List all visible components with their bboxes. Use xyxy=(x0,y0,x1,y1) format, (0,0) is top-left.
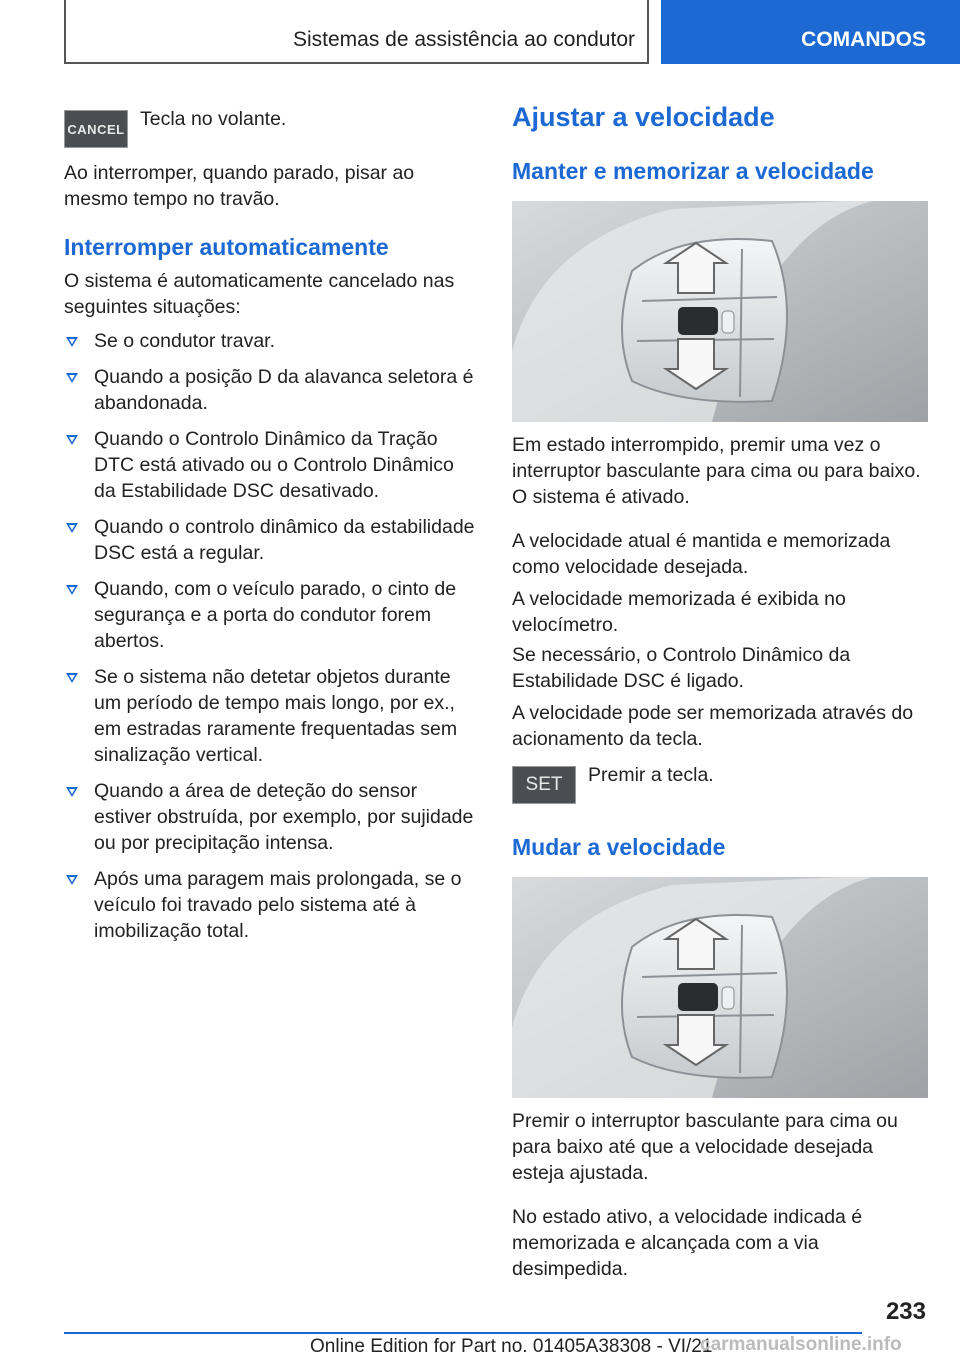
triangle-bullet-icon xyxy=(66,585,78,595)
cancel-conditions-list xyxy=(64,328,476,954)
list-item: Quando a posição D da alavanca seletora é abandonada. xyxy=(64,364,476,416)
set-key-icon: SET xyxy=(512,766,576,804)
paragraph-auto-cancel: O sistema é automaticamente cancelado nas seguintes situações: xyxy=(64,270,455,318)
list-item: Quando o Controlo Dinâmico da Tração DTC está ativado ou o Controlo Dinâmico da Estabilidade DSC desativado. xyxy=(64,426,476,504)
triangle-bullet-icon xyxy=(66,435,78,445)
list-item: Se o sistema não detetar objetos durante um período de tempo mais longo, por ex., em estradas raramente frequentadas sem sinalização vertical. xyxy=(64,664,476,768)
rocker-switch-icon xyxy=(512,201,928,422)
cancel-key-caption: Tecla no volante. xyxy=(140,108,287,130)
set-key-caption: Premir a tecla. xyxy=(588,764,714,786)
list-item: Se o condutor travar. xyxy=(64,328,476,354)
paragraph-kept: A velocidade atual é mantida e memorizada como velocidade desejada. xyxy=(512,530,891,578)
paragraph-rocker-adjust: Premir o interruptor basculante para cima ou para baixo até que a velocidade desejada esteja ajustada. xyxy=(512,1110,898,1184)
edition-note: Online Edition for Part no. 01405A38308 - VI/21 xyxy=(310,1336,713,1357)
triangle-bullet-icon xyxy=(66,337,78,347)
paragraph-activate: Em estado interrompido, premir uma vez o interruptor basculante para cima ou para baixo. O sistema é ativado. xyxy=(512,434,921,508)
list-item: Após uma paragem mais prolongada, se o veículo foi travado pelo sistema até à imobilização total. xyxy=(64,866,476,944)
heading-adjust-speed: Ajustar a velocidade xyxy=(512,102,775,132)
rocker-switch-icon xyxy=(512,877,928,1098)
heading-auto-interrupt: Interromper automaticamente xyxy=(64,234,389,260)
paragraph-displayed: A velocidade memorizada é exibida no velocímetro. xyxy=(512,588,846,636)
triangle-bullet-icon xyxy=(66,673,78,683)
watermark: carmanualsonline.info xyxy=(700,1334,902,1355)
paragraph-active-memorized: No estado ativo, a velocidade indicada é memorizada e alcançada com a via desimpedida. xyxy=(512,1206,863,1280)
list-item: Quando, com o veículo parado, o cinto de segurança e a porta do condutor forem abertos. xyxy=(64,576,476,654)
triangle-bullet-icon xyxy=(66,523,78,533)
heading-change-speed: Mudar a velocidade xyxy=(512,834,726,860)
list-item: Quando o controlo dinâmico da estabilidade DSC está a regular. xyxy=(64,514,476,566)
paragraph-stop: Ao interromper, quando parado, pisar ao mesmo tempo no travão. xyxy=(64,162,415,210)
triangle-bullet-icon xyxy=(66,787,78,797)
heading-keep-speed: Manter e memorizar a velocidade xyxy=(512,158,874,184)
steering-wheel-rocker-image-2 xyxy=(512,877,928,1098)
section-title: Sistemas de assistência ao condutor xyxy=(292,28,635,51)
header-badge-box xyxy=(661,0,960,64)
steering-wheel-rocker-image-1 xyxy=(512,201,928,422)
header-section-box xyxy=(64,0,649,64)
cancel-key-icon: CANCEL xyxy=(64,110,128,148)
paragraph-memorize-key: A velocidade pode ser memorizada através do acionamento da tecla. xyxy=(512,702,914,750)
triangle-bullet-icon xyxy=(66,875,78,885)
section-badge: COMANDOS xyxy=(801,28,926,51)
list-item: Quando a área de deteção do sensor estiver obstruída, por exemplo, por sujidade ou por precipitação intensa. xyxy=(64,778,476,856)
page-number: 233 xyxy=(885,1298,926,1325)
paragraph-dsc: Se necessário, o Controlo Dinâmico da Estabilidade DSC é ligado. xyxy=(512,644,851,692)
triangle-bullet-icon xyxy=(66,373,78,383)
